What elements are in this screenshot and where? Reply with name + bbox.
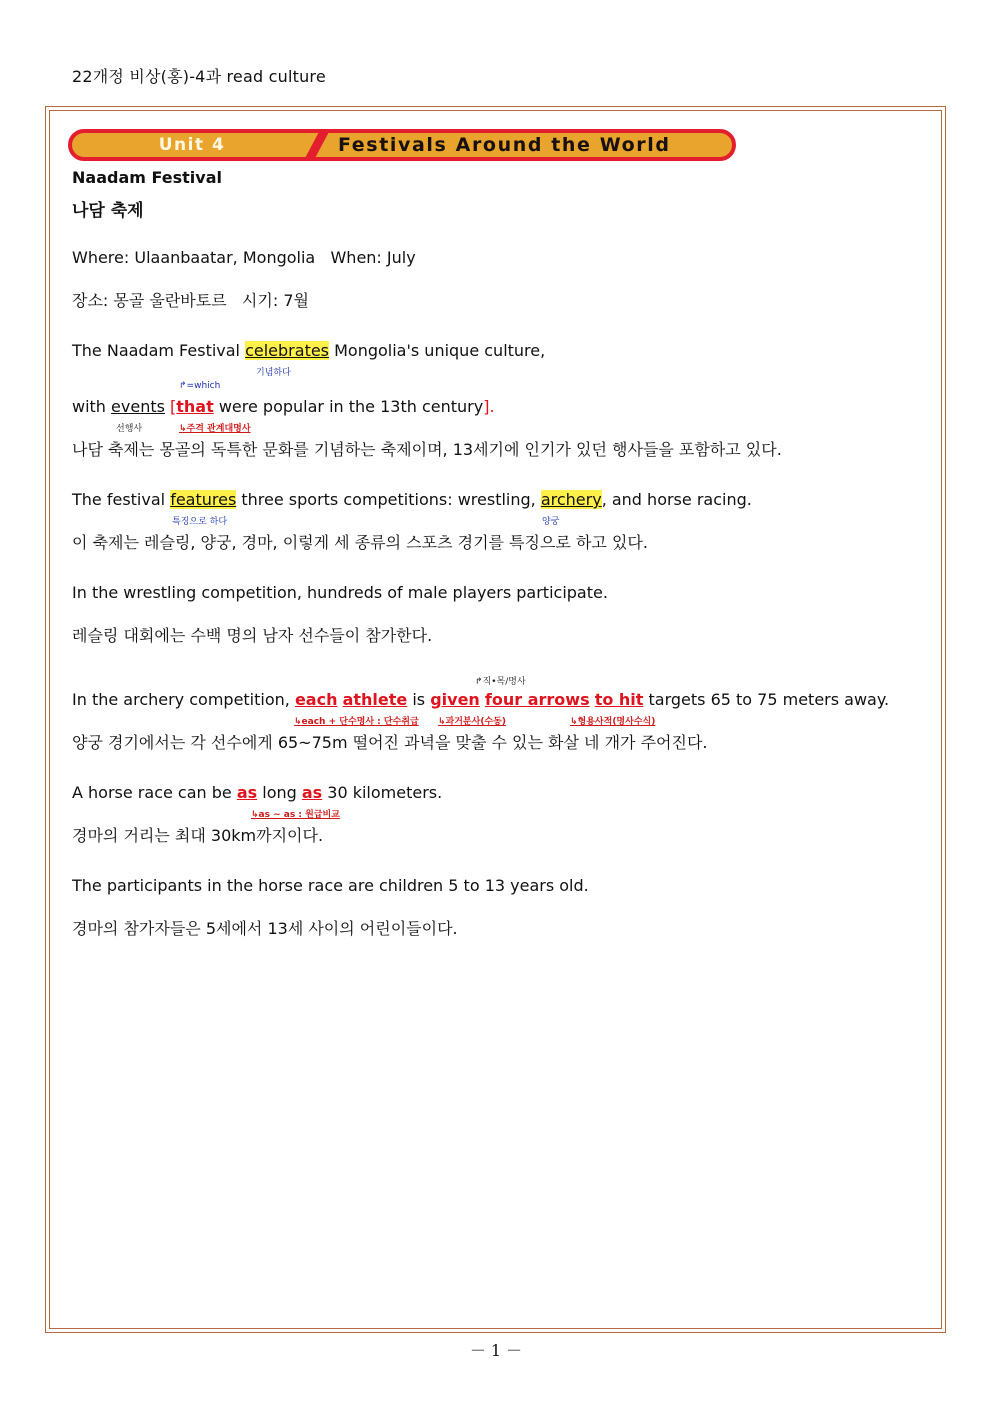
sentence-6-kr: 경마의 참가자들은 5세에서 13세 사이의 어린이들이다. [72, 919, 458, 938]
banner-unit-label: Unit 4 [158, 135, 226, 155]
section-title-kr: 나담 축제 [72, 201, 144, 221]
text-segment: targets 65 to 75 meters away. [643, 690, 890, 709]
note-antecedent: 선행사 [116, 424, 143, 434]
word-athlete: athlete [342, 690, 408, 709]
sentence-1-line-1 [72, 341, 545, 360]
note-to-hit: ↳형용사적(명사수식) [570, 717, 656, 727]
note-indirect-object: ↱직•목/명사 [475, 677, 526, 687]
sentence-2-kr: 이 축제는 레슬링, 양궁, 경마, 이렇게 세 종류의 스포츠 경기를 특징으로 하고 있다. [72, 533, 648, 552]
text-segment: , and horse racing. [601, 490, 752, 509]
info-kr: 장소: 몽골 울란바토르 시기: 7월 [72, 291, 309, 310]
sentence-3-kr: 레슬링 대회에는 수백 명의 남자 선수들이 참가한다. [72, 626, 433, 645]
text-segment: three sports competitions: wrestling, [236, 490, 541, 509]
highlight-archery: archery [540, 490, 602, 509]
word-four-arrows: four arrows [484, 690, 590, 709]
sentence-4-kr: 양궁 경기에서는 각 선수에게 65~75m 떨어진 과녁을 맞출 수 있는 화살 네 개가 주어진다. [72, 733, 708, 752]
bracket-close: ]. [483, 397, 495, 416]
text-segment: The Naadam Festival [72, 341, 246, 360]
page-number: － 1 － [469, 1341, 523, 1360]
section-title-en: Naadam Festival [72, 168, 222, 187]
unit-banner [68, 129, 736, 161]
note-celebrates: 기념하다 [256, 368, 291, 378]
word-that: that [176, 397, 214, 416]
word-to-hit: to hit [594, 690, 644, 709]
word-given: given [430, 690, 480, 709]
highlight-features: features [170, 490, 237, 509]
sentence-1-kr: 나담 축제는 몽골의 독특한 문화를 기념하는 축제이며, 13세기에 인기가 있던 행사들을 포함하고 있다. [72, 440, 782, 459]
bracket-open: [ [164, 397, 177, 416]
word-each: each [294, 690, 338, 709]
document-header: 22개정 비상(홍)-4과 read culture [72, 67, 326, 86]
note-features: 특징으로 하다 [172, 517, 228, 527]
text-segment: 30 kilometers. [322, 783, 443, 802]
text-segment: long [257, 783, 302, 802]
info-en: Where: Ulaanbaatar, Mongolia When: July [72, 248, 416, 267]
sentence-6-en: The participants in the horse race are children 5 to 13 years old. [72, 876, 589, 895]
sentence-4-en [72, 690, 889, 709]
note-each: ↳each + 단수명사 : 단수취급 [294, 717, 419, 727]
sentence-5-en [72, 783, 442, 802]
note-given: ↳과거분사(수동) [438, 717, 506, 727]
sentence-1-line-2 [72, 397, 495, 416]
text-segment: were popular in the 13th century [213, 397, 484, 416]
word-as-1: as [236, 783, 258, 802]
text-segment: In the archery competition, [72, 690, 295, 709]
sentence-2-en [72, 490, 752, 509]
text-segment: with [72, 397, 112, 416]
note-archery: 양궁 [542, 517, 560, 527]
text-segment: A horse race can be [72, 783, 237, 802]
text-segment: Mongolia's unique culture, [329, 341, 546, 360]
sentence-3-en: In the wrestling competition, hundreds of male players participate. [72, 583, 608, 602]
note-which: ↱=which [179, 381, 221, 391]
note-relative-pronoun: ↳주격 관계대명사 [179, 424, 251, 434]
word-events: events [111, 397, 165, 416]
banner-title: Festivals Around the World [338, 134, 671, 156]
sentence-5-kr: 경마의 거리는 최대 30km까지이다. [72, 826, 324, 845]
highlight-celebrates: celebrates [245, 341, 330, 360]
note-as-as: ↳as ~ as : 원급비교 [251, 810, 340, 820]
text-segment: is [407, 690, 431, 709]
text-segment: The festival [72, 490, 171, 509]
word-as-2: as [301, 783, 323, 802]
